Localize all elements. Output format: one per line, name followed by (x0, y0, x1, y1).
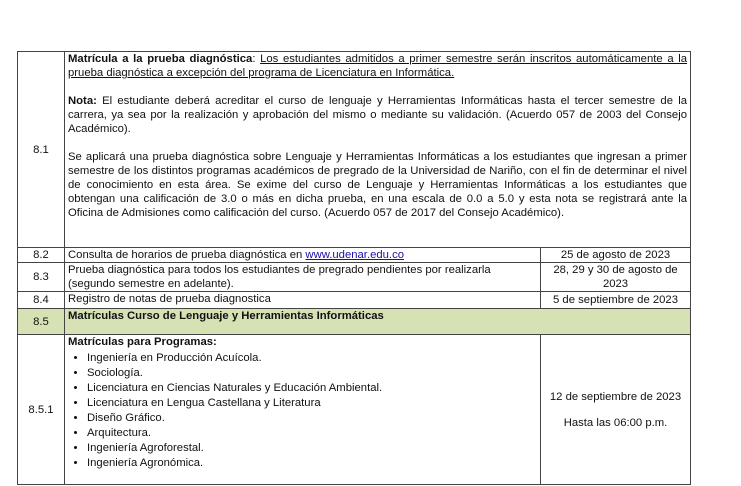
row-8-5-1 (18, 335, 691, 485)
programs-subtitle: Matrículas para Programas: (68, 336, 217, 348)
row-number: 8.3 (18, 263, 65, 292)
row-number: 8.5 (18, 309, 65, 335)
diagnostic-paragraph: Se aplicará una prueba diagnóstica sobre Lenguaje y Herramientas Informáticas a los estudiantes que ingresan a primer semestre de los distintos programas académicos de pregrado de la Universidad de Nariño, con el fin de determinar el nivel de conocimiento en esta área. Se exime del curso de Lenguaje y Herramientas Informáticas a los estudiantes que obtengan una calificación de 3.0 o más en dicha prueba, en una escala de 0.0 a 5.0 y esta nota se registrará ante la Oficina de Admisiones como calificación del curso. (Acuerdo 057 de 2017 del Consejo Académico). (68, 151, 688, 219)
title-colon: : (252, 53, 256, 65)
row-8-5 (18, 309, 691, 335)
programs-list (68, 351, 537, 471)
row-content (65, 248, 541, 263)
list-item: • Diseño Gráfico. (87, 411, 537, 426)
note-label: Nota: (68, 95, 97, 107)
schedule-table (17, 51, 691, 485)
list-item: • Licenciatura en Ciencias Naturales y Educación Ambiental. (87, 381, 537, 396)
date-cell (541, 335, 691, 485)
list-item: • Ingeniería Agronómica. (87, 456, 537, 471)
list-item: • Licenciatura en Lengua Castellana y Literatura (87, 396, 537, 411)
programs-cell (65, 335, 541, 485)
note-paragraph (68, 94, 687, 136)
row-number: 8.4 (18, 292, 65, 309)
list-item: • Sociología. (87, 366, 537, 381)
udenar-link[interactable]: www.udenar.edu.co (305, 249, 405, 261)
section-title: Matrícula a la prueba diagnóstica (68, 53, 253, 65)
row-date: 12 de septiembre de 2023 (549, 390, 682, 403)
row-date: 28, 29 y 30 de agosto de 2023 (541, 263, 691, 292)
enrollment-paragraph (68, 52, 687, 80)
list-item: • Ingeniería en Producción Acuícola. (87, 351, 537, 366)
row-text: Prueba diagnóstica para todos los estudiantes de pregrado pendientes por realizarla (segundo semestre en adelante). (65, 263, 541, 292)
note-text: El estudiante deberá acreditar el curso de lenguaje y Herramientas Informáticas hasta el tercer semestre de la carrera, ya sea por la realización y aprobación del mismo o mediante su validación. (Acuerdo 057 de 2003 del Consejo Académico). (68, 95, 688, 135)
row-8-3 (18, 263, 691, 292)
row-date: 5 de septiembre de 2023 (541, 292, 691, 309)
row-8-4 (18, 292, 691, 309)
row-number: 8.5.1 (18, 335, 65, 485)
row-text: Consulta de horarios de prueba diagnóstica en (68, 249, 306, 261)
row-text: Registro de notas de prueba diagnostica (65, 292, 541, 309)
row-8-2 (18, 248, 691, 263)
underlined-statement: Los estudiantes admitidos a primer semestre serán inscritos automáticamente a la prueba diagnóstica a excepción del programa de Licenciatura en Informática. (68, 53, 688, 79)
section-title: Matrículas Curso de Lenguaje y Herramientas Informáticas (65, 309, 691, 335)
row-date: 25 de agosto de 2023 (541, 248, 691, 263)
row-number: 8.1 (18, 52, 65, 248)
list-item: • Arquitectura. (87, 426, 537, 441)
row-8-1 (18, 52, 691, 248)
row-content (65, 52, 691, 248)
deadline-time: Hasta las 06:00 p.m. (563, 416, 668, 429)
list-item: • Ingeniería Agroforestal. (87, 441, 537, 456)
row-number: 8.2 (18, 248, 65, 263)
